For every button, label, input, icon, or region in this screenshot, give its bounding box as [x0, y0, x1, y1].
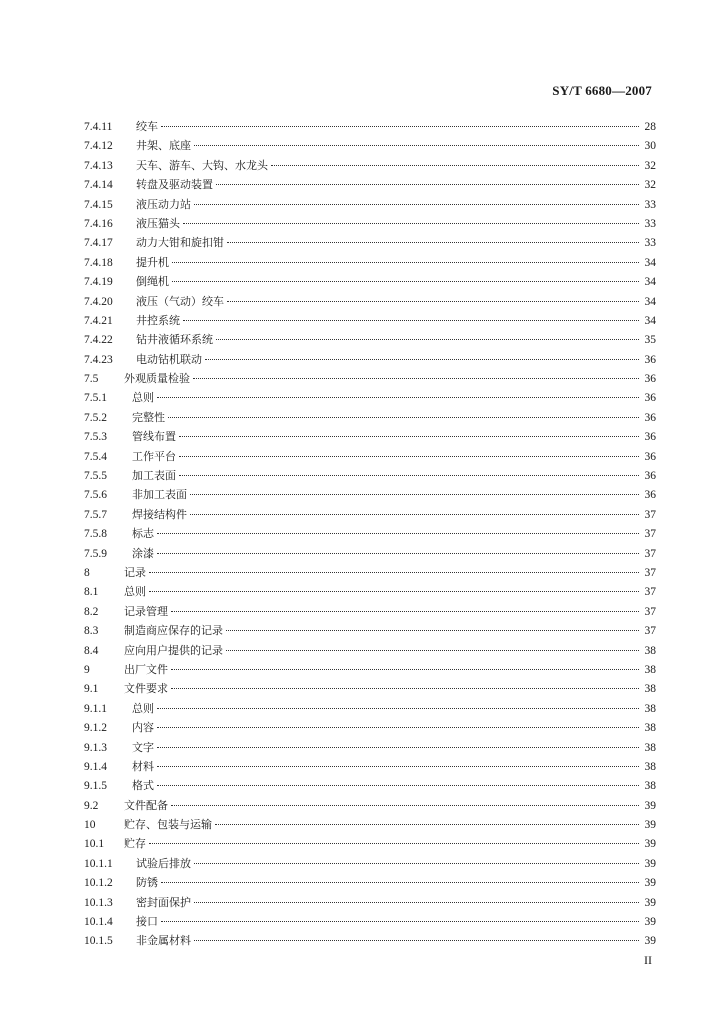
toc-entry-page: 35 [644, 334, 656, 347]
toc-entry-page: 37 [644, 586, 656, 599]
toc-entry-number: 9.2 [84, 799, 99, 812]
toc-entry-title: 制造商应保存的记录 [124, 624, 223, 638]
toc-entry[interactable] [84, 544, 656, 563]
toc-entry-page: 30 [644, 140, 656, 153]
toc-entry-title: 应向用户提供的记录 [124, 643, 223, 657]
toc-leader-dots [205, 359, 639, 360]
toc-entry[interactable] [84, 679, 656, 698]
toc-entry-number: 10.1.1 [84, 857, 113, 870]
toc-leader-dots [193, 378, 639, 379]
toc-leader-dots [227, 242, 639, 243]
toc-entry-title: 完整性 [132, 410, 165, 424]
toc-entry-title: 标志 [132, 527, 154, 541]
toc-entry-title: 材料 [132, 759, 154, 773]
toc-entry[interactable] [84, 466, 656, 485]
toc-entry-page: 34 [644, 314, 656, 327]
toc-entry-title: 管线布置 [132, 430, 176, 444]
toc-leader-dots [157, 766, 639, 767]
toc-entry-page: 36 [644, 373, 656, 386]
toc-entry-page: 39 [644, 916, 656, 929]
toc-entry[interactable] [84, 524, 656, 543]
toc-leader-dots [149, 591, 639, 592]
toc-entry-number: 7.5.9 [84, 547, 107, 560]
toc-entry[interactable] [84, 660, 656, 679]
toc-entry-page: 33 [644, 237, 656, 250]
toc-entry-number: 7.5.3 [84, 431, 107, 444]
toc-leader-dots [171, 611, 639, 612]
toc-entry-title: 非金属材料 [136, 934, 191, 948]
toc-entry-title: 总则 [132, 391, 154, 405]
toc-entry-page: 38 [644, 663, 656, 676]
toc-entry-page: 37 [644, 508, 656, 521]
toc-entry-title: 倒绳机 [136, 275, 169, 289]
toc-entry[interactable] [84, 447, 656, 466]
toc-entry-title: 钻井液循环系统 [136, 333, 213, 347]
toc-leader-dots [157, 747, 639, 748]
toc-entry-page: 36 [644, 411, 656, 424]
page-number: II [644, 953, 652, 967]
toc-leader-dots [161, 882, 639, 883]
toc-entry[interactable] [84, 156, 656, 175]
toc-entry-number: 7.4.20 [84, 295, 113, 308]
toc-entry[interactable] [84, 912, 656, 931]
toc-entry-title: 天车、游车、大钩、水龙头 [136, 158, 268, 172]
toc-leader-dots [227, 301, 639, 302]
toc-entry-page: 36 [644, 392, 656, 405]
toc-entry-number: 7.5.6 [84, 489, 107, 502]
toc-entry-page: 34 [644, 256, 656, 269]
toc-entry[interactable] [84, 330, 656, 349]
toc-entry[interactable] [84, 582, 656, 601]
toc-entry-title: 提升机 [136, 255, 169, 269]
toc-entry-page: 38 [644, 683, 656, 696]
toc-leader-dots [179, 456, 639, 457]
toc-entry-number: 7.4.16 [84, 217, 113, 230]
toc-entry[interactable] [84, 350, 656, 369]
toc-entry-number: 8 [84, 566, 90, 579]
toc-entry-page: 32 [644, 159, 656, 172]
toc-leader-dots [190, 494, 639, 495]
toc-entry-title: 总则 [124, 585, 146, 599]
toc-leader-dots [157, 785, 639, 786]
toc-entry-number: 9 [84, 663, 90, 676]
toc-entry-number: 10.1 [84, 838, 105, 851]
toc-entry-number: 10.1.2 [84, 877, 113, 890]
toc-entry-number: 7.4.11 [84, 121, 113, 133]
toc-leader-dots [168, 417, 639, 418]
toc-leader-dots [215, 824, 639, 825]
toc-entry-title: 涂漆 [132, 546, 154, 560]
toc-entry-page: 36 [644, 353, 656, 366]
toc-entry-page: 33 [644, 198, 656, 211]
toc-entry-page: 38 [644, 644, 656, 657]
toc-entry[interactable] [84, 931, 656, 950]
toc-leader-dots [157, 397, 639, 398]
toc-entry-page: 32 [644, 179, 656, 192]
toc-entry-number: 8.3 [84, 625, 99, 638]
toc-entry-number: 10.1.3 [84, 896, 113, 909]
toc-entry-number: 7.4.15 [84, 198, 113, 211]
toc-entry-number: 7.5 [84, 373, 99, 386]
toc-entry-page: 37 [644, 625, 656, 638]
toc-leader-dots [183, 223, 639, 224]
toc-entry-title: 格式 [132, 779, 154, 793]
toc-entry[interactable] [84, 602, 656, 621]
toc-entry-number: 7.4.22 [84, 334, 113, 347]
toc-entry-page: 38 [644, 741, 656, 754]
toc-leader-dots [226, 650, 639, 651]
toc-leader-dots [171, 805, 639, 806]
toc-leader-dots [179, 475, 639, 476]
toc-entry-number: 7.5.8 [84, 528, 107, 541]
standard-code: SY/T 6680—2007 [552, 83, 652, 98]
toc-leader-dots [190, 514, 639, 515]
toc-entry-page: 37 [644, 547, 656, 560]
toc-entry[interactable] [84, 718, 656, 737]
toc-entry-page: 36 [644, 431, 656, 444]
toc-entry[interactable] [84, 369, 656, 388]
toc-entry-page: 36 [644, 450, 656, 463]
toc-leader-dots [194, 863, 639, 864]
toc-entry-title: 记录管理 [124, 604, 168, 618]
toc-entry[interactable] [84, 505, 656, 524]
toc-entry-title: 动力大钳和旋扣钳 [136, 236, 224, 250]
toc-entry-number: 10.1.4 [84, 916, 113, 929]
toc-entry[interactable] [84, 873, 656, 892]
toc-entry-number: 7.4.23 [84, 353, 113, 366]
toc-entry-number: 7.4.18 [84, 256, 113, 269]
toc-entry-page: 34 [644, 276, 656, 289]
toc-entry-number: 8.4 [84, 644, 99, 657]
toc-entry[interactable] [84, 214, 656, 233]
toc-leader-dots [157, 727, 639, 728]
toc-leader-dots [226, 630, 639, 631]
toc-entry[interactable] [84, 854, 656, 873]
toc-entry-title: 文字 [132, 740, 154, 754]
toc-entry-title: 文件要求 [124, 682, 168, 696]
toc-leader-dots [179, 436, 639, 437]
toc-entry[interactable] [84, 893, 656, 912]
toc-entry-title: 绞车 [136, 120, 158, 133]
toc-entry[interactable] [84, 195, 656, 214]
toc-entry-number: 7.5.4 [84, 450, 107, 463]
toc-entry-number: 7.4.21 [84, 314, 113, 327]
toc-entry[interactable] [84, 311, 656, 330]
toc-leader-dots [183, 320, 639, 321]
toc-entry[interactable] [84, 175, 656, 194]
toc-entry-title: 密封面保护 [136, 895, 191, 909]
toc-entry-title: 总则 [132, 701, 154, 715]
toc-entry-title: 非加工表面 [132, 488, 187, 502]
toc-leader-dots [157, 708, 639, 709]
toc-entry[interactable] [84, 485, 656, 504]
toc-entry-page: 39 [644, 838, 656, 851]
toc-entry-title: 工作平台 [132, 449, 176, 463]
toc-entry-page: 28 [644, 121, 656, 133]
toc-entry-title: 贮存、包装与运输 [124, 818, 212, 832]
toc-entry-page: 39 [644, 877, 656, 890]
toc-entry-number: 9.1 [84, 683, 99, 696]
toc-entry-page: 39 [644, 799, 656, 812]
toc-entry-page: 39 [644, 857, 656, 870]
toc-entry-page: 37 [644, 566, 656, 579]
toc-entry-number: 9.1.1 [84, 702, 107, 715]
toc-entry[interactable] [84, 776, 656, 795]
toc-entry-number: 7.5.1 [84, 392, 107, 405]
toc-entry-number: 8.2 [84, 605, 99, 618]
toc-entry-page: 38 [644, 780, 656, 793]
toc-entry[interactable] [84, 796, 656, 815]
toc-entry-page: 39 [644, 935, 656, 948]
toc-entry[interactable] [84, 815, 656, 834]
toc-entry-page: 38 [644, 722, 656, 735]
toc-leader-dots [172, 281, 639, 282]
toc-leader-dots [194, 204, 639, 205]
toc-entry-page: 38 [644, 702, 656, 715]
toc-leader-dots [216, 339, 639, 340]
toc-entry[interactable] [84, 641, 656, 660]
toc-entry[interactable] [84, 292, 656, 311]
toc-entry-title: 液压猫头 [136, 216, 180, 230]
toc-entry-page: 36 [644, 470, 656, 483]
toc-leader-dots [157, 533, 639, 534]
toc-entry[interactable] [84, 233, 656, 252]
toc-entry-number: 7.4.17 [84, 237, 113, 250]
toc-entry-number: 7.5.2 [84, 411, 107, 424]
toc-leader-dots [216, 184, 639, 185]
toc-entry-number: 9.1.3 [84, 741, 107, 754]
toc-entry-title: 记录 [124, 565, 146, 579]
toc-leader-dots [171, 669, 639, 670]
toc-entry-title: 加工表面 [132, 469, 176, 483]
toc-entry-number: 8.1 [84, 586, 99, 599]
toc-leader-dots [194, 902, 639, 903]
toc-entry[interactable] [84, 136, 656, 155]
toc-entry-number: 7.4.14 [84, 179, 113, 192]
toc-leader-dots [171, 688, 639, 689]
toc-entry[interactable] [84, 408, 656, 427]
toc-entry-title: 文件配备 [124, 798, 168, 812]
toc-leader-dots [157, 553, 639, 554]
toc-entry-page: 38 [644, 760, 656, 773]
toc-entry[interactable] [84, 253, 656, 272]
toc-entry[interactable] [84, 272, 656, 291]
toc-entry-title: 液压（气动）绞车 [136, 294, 224, 308]
toc-leader-dots [172, 262, 639, 263]
toc-leader-dots [161, 126, 639, 127]
toc-entry-number: 10 [84, 819, 96, 832]
toc-entry-number: 7.5.5 [84, 470, 107, 483]
toc-entry-page: 33 [644, 217, 656, 230]
toc-entry-title: 井控系统 [136, 313, 180, 327]
toc-leader-dots [161, 921, 639, 922]
toc-entry-number: 9.1.4 [84, 760, 107, 773]
toc-entry-number: 7.5.7 [84, 508, 107, 521]
toc-entry-page: 39 [644, 896, 656, 909]
toc-leader-dots [149, 572, 639, 573]
toc-entry-title: 内容 [132, 721, 154, 735]
toc-leader-dots [194, 940, 639, 941]
toc-entry[interactable] [84, 117, 656, 136]
toc-entry[interactable] [84, 388, 656, 407]
toc-entry-page: 37 [644, 528, 656, 541]
toc-entry-title: 接口 [136, 915, 158, 929]
toc-entry-title: 外观质量检验 [124, 372, 190, 386]
toc-entry-page: 37 [644, 605, 656, 618]
toc-entry[interactable] [84, 427, 656, 446]
toc-leader-dots [194, 145, 639, 146]
toc-entry[interactable] [84, 563, 656, 582]
toc-entry-title: 出厂文件 [124, 662, 168, 676]
toc-leader-dots [271, 165, 639, 166]
toc-entry-number: 7.4.19 [84, 276, 113, 289]
toc-entry-title: 防锈 [136, 876, 158, 890]
toc-entry-title: 电动钻机联动 [136, 352, 202, 366]
toc-entry-number: 7.4.13 [84, 159, 113, 172]
toc-entry-page: 34 [644, 295, 656, 308]
toc-entry-number: 9.1.2 [84, 722, 107, 735]
toc-entry[interactable] [84, 699, 656, 718]
toc-entry-page: 36 [644, 489, 656, 502]
toc-entry-title: 转盘及驱动装置 [136, 178, 213, 192]
toc-entry-number: 7.4.12 [84, 140, 113, 153]
toc-entry-title: 贮存 [124, 837, 146, 851]
toc-entry-title: 焊接结构件 [132, 507, 187, 521]
toc-leader-dots [149, 843, 639, 844]
toc-entry[interactable] [84, 757, 656, 776]
toc-entry-title: 液压动力站 [136, 197, 191, 211]
table-of-contents [84, 117, 656, 951]
toc-entry[interactable] [84, 738, 656, 757]
toc-entry-number: 9.1.5 [84, 780, 107, 793]
toc-entry-title: 试验后排放 [136, 856, 191, 870]
toc-entry-page: 39 [644, 819, 656, 832]
toc-entry-number: 10.1.5 [84, 935, 113, 948]
toc-entry[interactable] [84, 834, 656, 853]
toc-entry-title: 井架、底座 [136, 139, 191, 153]
toc-entry[interactable] [84, 621, 656, 640]
